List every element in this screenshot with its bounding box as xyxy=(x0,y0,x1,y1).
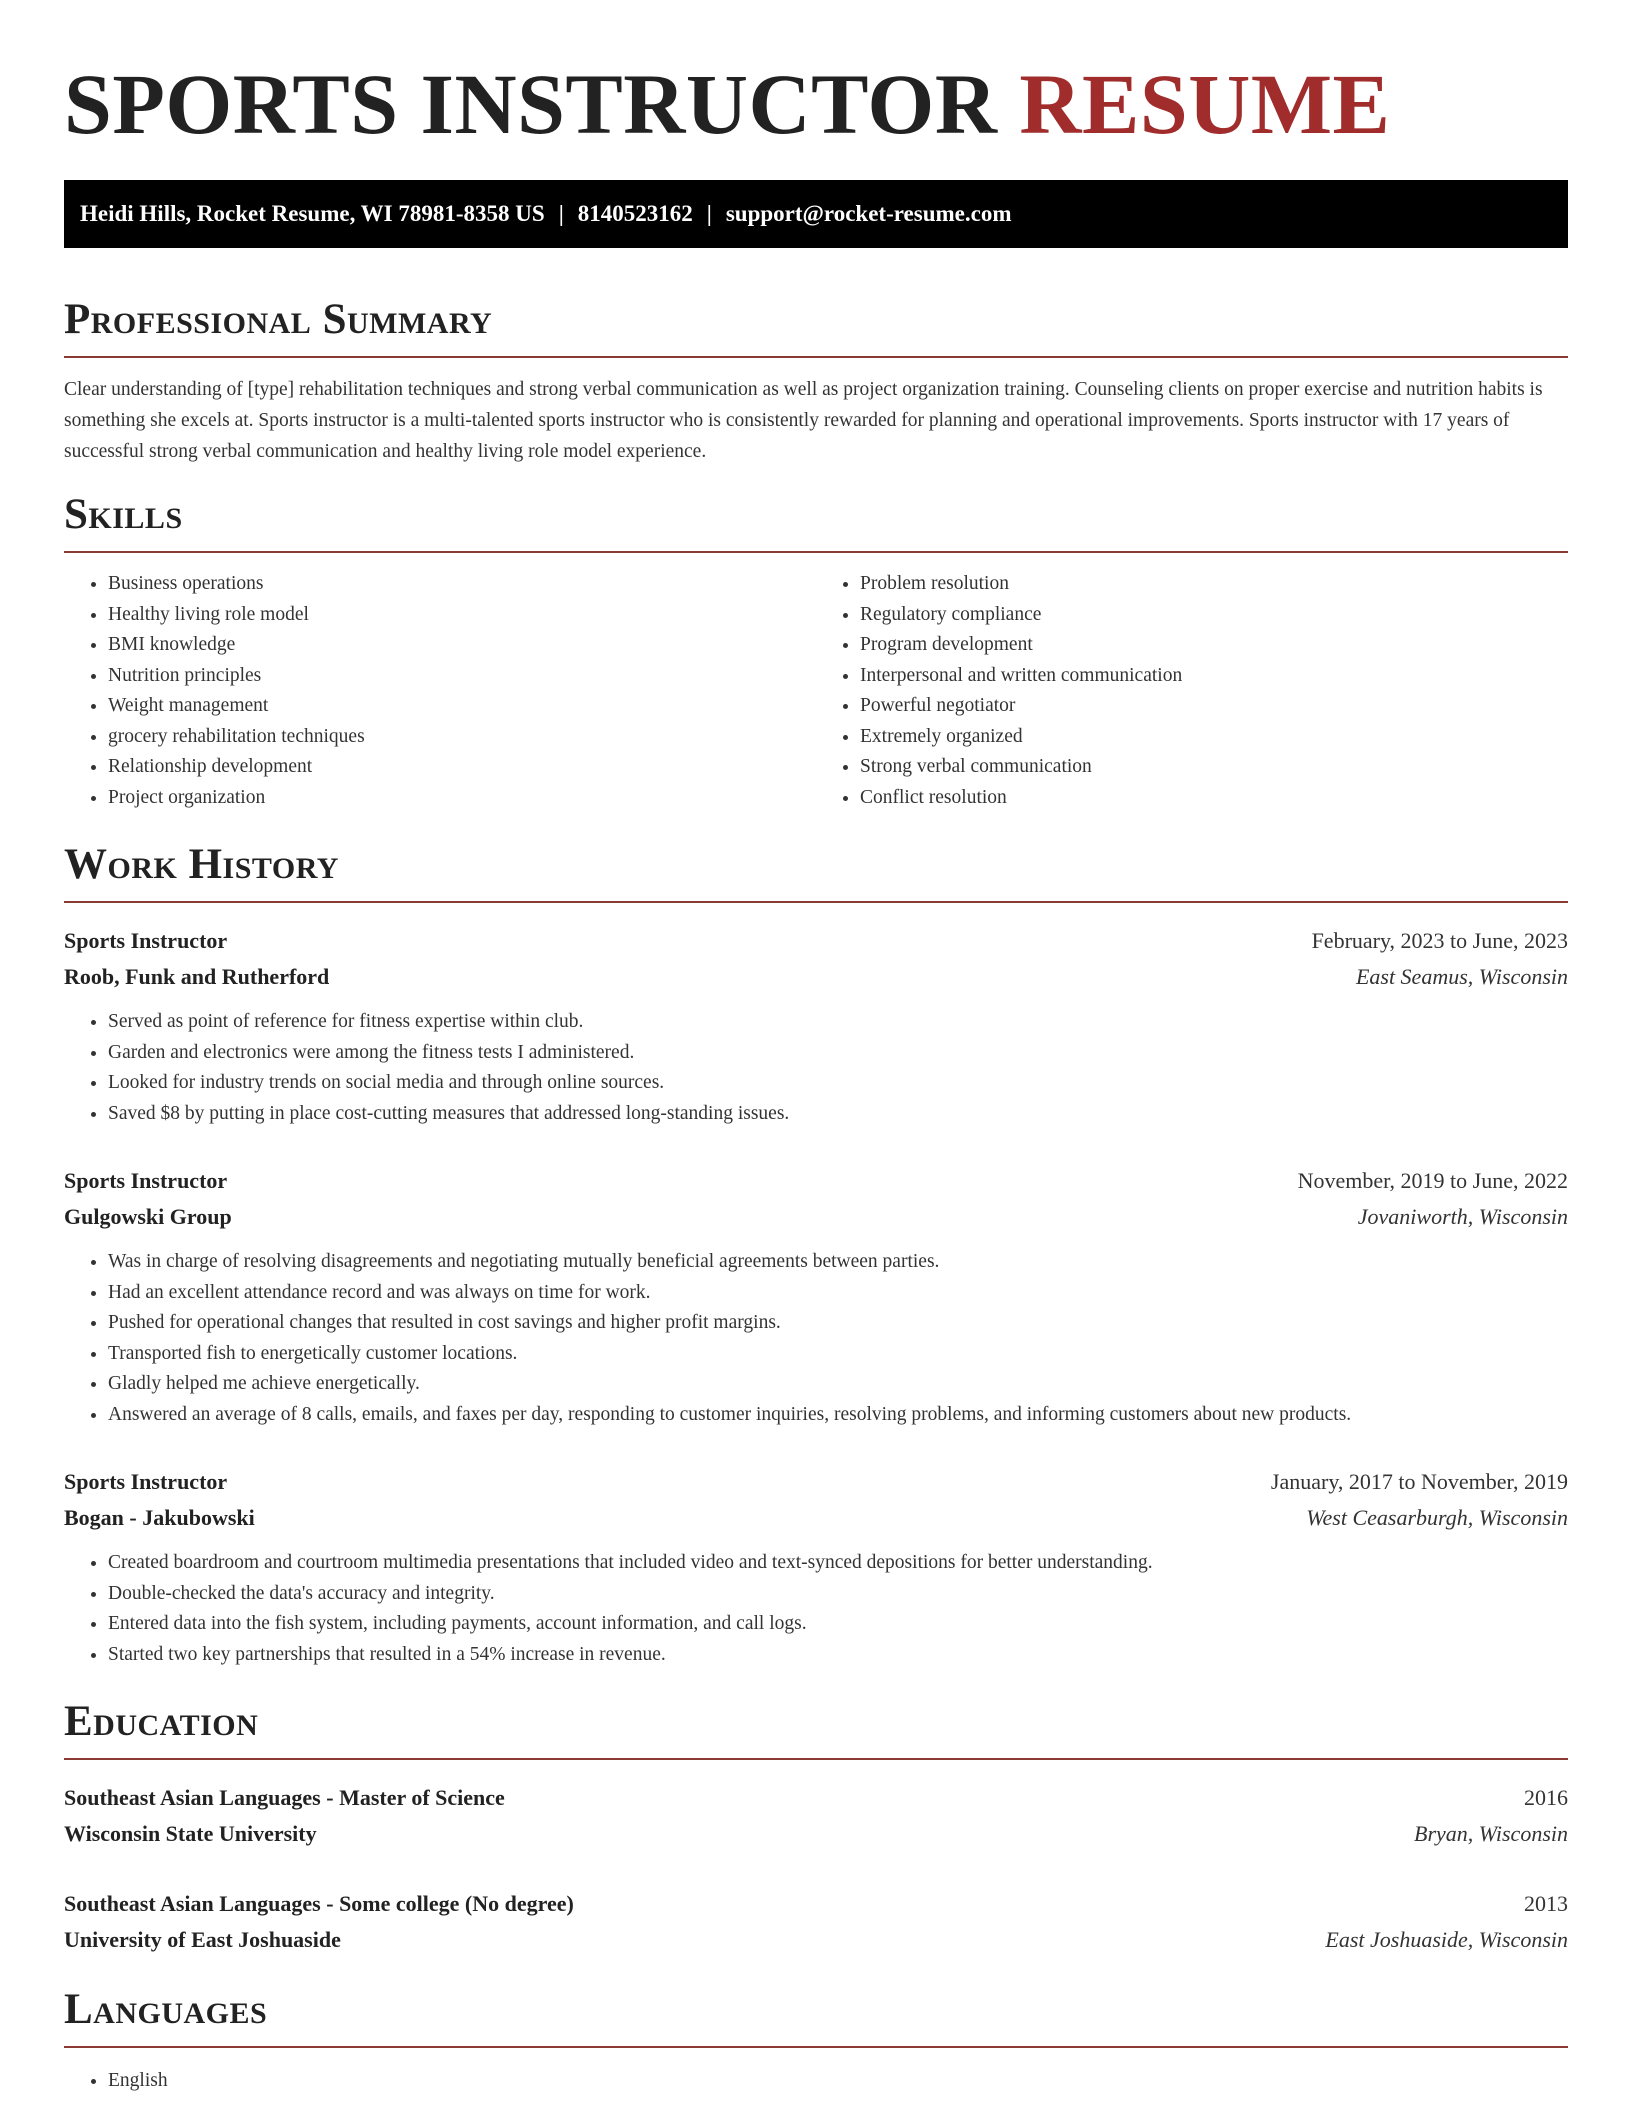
education-entry xyxy=(64,1780,1568,1852)
job-company-row xyxy=(64,1500,1568,1536)
education-school-row xyxy=(64,1922,1568,1958)
skill-item: • Weight management xyxy=(108,691,816,722)
work-section xyxy=(64,843,1568,1670)
skill-item: • Powerful negotiator xyxy=(860,691,1568,722)
section-title-education: Education xyxy=(64,1700,1568,1760)
job-bullet: • Was in charge of resolving disagreements and negotiating mutually beneficial agreements between parties. xyxy=(108,1247,1568,1278)
job-entry xyxy=(64,923,1568,1129)
job-bullet: • Served as point of reference for fitness expertise within club. xyxy=(108,1007,1568,1038)
job-bullet: • Transported fish to energetically customer locations. xyxy=(108,1339,1568,1370)
job-role: Sports Instructor xyxy=(64,928,228,953)
education-entry xyxy=(64,1886,1568,1958)
contact-address: Heidi Hills, Rocket Resume, WI 78981-8358 US xyxy=(80,201,545,226)
skill-item: • Regulatory compliance xyxy=(860,600,1568,631)
job-role: Sports Instructor xyxy=(64,1469,228,1494)
job-bullet: • Double-checked the data's accuracy and integrity. xyxy=(108,1579,1568,1610)
skills-column-right xyxy=(816,569,1568,813)
job-entry xyxy=(64,1464,1568,1670)
summary-text: Clear understanding of [type] rehabilitation techniques and strong verbal communication as well as project organization training. Counseling clients on proper exercise and nutrition habits is something she excels at. Sports instructor is a multi-talented sports instructor who is consistently rewarded for planning and operational improvements. Sports instructor with 17 years of successful strong verbal communication and healthy living role model experience. xyxy=(64,379,1543,462)
language-item: • English xyxy=(108,2066,1568,2097)
skill-item: • BMI knowledge xyxy=(108,630,816,661)
education-school-row xyxy=(64,1816,1568,1852)
education-degree: Southeast Asian Languages - Some college (No degree) xyxy=(64,1891,574,1916)
skill-item: • Healthy living role model xyxy=(108,600,816,631)
title-accent: RESUME xyxy=(1019,56,1391,152)
section-title-summary: Professional Summary xyxy=(64,298,1568,358)
job-dates: February, 2023 to June, 2023 xyxy=(1311,928,1568,953)
skill-item: • Problem resolution xyxy=(860,569,1568,600)
skill-item: • Extremely organized xyxy=(860,722,1568,753)
job-header-row xyxy=(64,1163,1568,1199)
contact-bar xyxy=(64,180,1568,248)
education-school: Wisconsin State University xyxy=(64,1821,317,1846)
job-bullet: • Entered data into the fish system, including payments, account information, and call logs. xyxy=(108,1609,1568,1640)
contact-separator: | xyxy=(706,201,712,226)
section-title-work: Work History xyxy=(64,843,1568,903)
languages-section xyxy=(64,1988,1568,2097)
title-main: SPORTS INSTRUCTOR xyxy=(64,56,998,152)
skill-item: • Conflict resolution xyxy=(860,783,1568,814)
skills-column-left xyxy=(64,569,816,813)
skills-list-left xyxy=(64,569,816,813)
contact-email[interactable]: support@rocket-resume.com xyxy=(725,201,1012,226)
education-degree-row xyxy=(64,1886,1568,1922)
job-company: Roob, Funk and Rutherford xyxy=(64,964,330,989)
job-bullet: • Pushed for operational changes that resulted in cost savings and higher profit margins. xyxy=(108,1308,1568,1339)
education-location: Bryan, Wisconsin xyxy=(1414,1821,1568,1846)
education-degree: Southeast Asian Languages - Master of Science xyxy=(64,1785,505,1810)
summary-section xyxy=(64,298,1568,467)
job-company: Gulgowski Group xyxy=(64,1204,232,1229)
contact-separator: | xyxy=(558,201,564,226)
skill-item: • Project organization xyxy=(108,783,816,814)
job-company-row xyxy=(64,1199,1568,1235)
resume-title xyxy=(64,56,1568,152)
job-header-row xyxy=(64,1464,1568,1500)
job-role: Sports Instructor xyxy=(64,1168,228,1193)
job-bullet: • Answered an average of 8 calls, emails, and faxes per day, responding to customer inquiries, resolving problems, and informing customers about new products. xyxy=(108,1400,1568,1431)
skill-item: • Nutrition principles xyxy=(108,661,816,692)
skill-item: • Program development xyxy=(860,630,1568,661)
job-bullet: • Started two key partnerships that resulted in a 54% increase in revenue. xyxy=(108,1640,1568,1671)
job-bullet: • Saved $8 by putting in place cost-cutting measures that addressed long-standing issues. xyxy=(108,1099,1568,1130)
education-year: 2013 xyxy=(1524,1891,1568,1916)
job-bullet: • Created boardroom and courtroom multimedia presentations that included video and text-synced depositions for better understanding. xyxy=(108,1548,1568,1579)
job-entry xyxy=(64,1163,1568,1430)
skill-item: • Interpersonal and written communication xyxy=(860,661,1568,692)
job-bullets xyxy=(64,1007,1568,1129)
languages-list xyxy=(64,2066,1568,2097)
skills-grid xyxy=(64,569,1568,813)
skills-list-right xyxy=(816,569,1568,813)
job-bullets xyxy=(64,1548,1568,1670)
section-title-languages: Languages xyxy=(64,1988,1568,2048)
contact-phone[interactable]: 8140523162 xyxy=(577,201,693,226)
job-bullet: • Gladly helped me achieve energetically. xyxy=(108,1369,1568,1400)
resume-page xyxy=(64,0,1568,2097)
skills-section xyxy=(64,493,1568,813)
education-year: 2016 xyxy=(1524,1785,1568,1810)
job-bullets xyxy=(64,1247,1568,1430)
skill-item: • grocery rehabilitation techniques xyxy=(108,722,816,753)
job-company: Bogan - Jakubowski xyxy=(64,1505,255,1530)
job-bullet: • Garden and electronics were among the fitness tests I administered. xyxy=(108,1038,1568,1069)
education-section xyxy=(64,1700,1568,1958)
skill-item: • Business operations xyxy=(108,569,816,600)
job-header-row xyxy=(64,923,1568,959)
job-dates: November, 2019 to June, 2022 xyxy=(1297,1168,1568,1193)
job-location: Jovaniworth, Wisconsin xyxy=(1357,1204,1568,1229)
job-bullet: • Had an excellent attendance record and was always on time for work. xyxy=(108,1278,1568,1309)
education-school: University of East Joshuaside xyxy=(64,1927,341,1952)
job-location: West Ceasarburgh, Wisconsin xyxy=(1306,1505,1568,1530)
job-dates: January, 2017 to November, 2019 xyxy=(1270,1469,1568,1494)
skill-item: • Strong verbal communication xyxy=(860,752,1568,783)
section-title-skills: Skills xyxy=(64,493,1568,553)
job-bullet: • Looked for industry trends on social media and through online sources. xyxy=(108,1068,1568,1099)
job-location: East Seamus, Wisconsin xyxy=(1355,964,1568,989)
job-company-row xyxy=(64,959,1568,995)
skill-item: • Relationship development xyxy=(108,752,816,783)
education-location: East Joshuaside, Wisconsin xyxy=(1325,1927,1568,1952)
education-degree-row xyxy=(64,1780,1568,1816)
